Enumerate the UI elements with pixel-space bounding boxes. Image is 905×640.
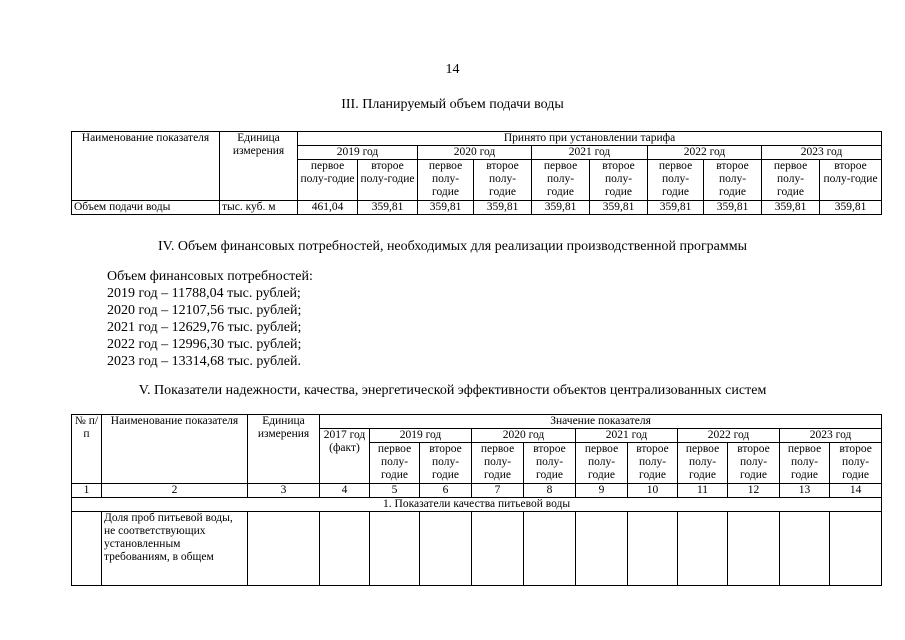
col-number: 8	[524, 484, 576, 498]
half1: первое полу-годие	[576, 443, 628, 484]
header-unit: Единица измерения	[248, 415, 320, 484]
half1: первое полу-годие	[370, 443, 420, 484]
col-number: 11	[678, 484, 728, 498]
header-name: Наименование показателя	[72, 132, 220, 201]
page-number: 14	[445, 62, 460, 77]
col-number: 2	[102, 484, 248, 498]
fin-line: 2023 год – 13314,68 тыс. рублей.	[107, 354, 301, 369]
year-2020: 2020 год	[472, 429, 576, 443]
row-name: Доля проб питьевой воды, не соответствующих установленным требованиям, в общем	[102, 512, 248, 586]
empty-cell	[728, 512, 780, 586]
empty-cell	[576, 512, 628, 586]
half2: второе полу-годие	[474, 160, 532, 201]
value-cell: 461,04	[298, 201, 358, 215]
col-number: 7	[472, 484, 524, 498]
header-name: Наименование показателя	[102, 415, 248, 484]
half2: второе полу-годие	[590, 160, 648, 201]
fin-line: 2019 год – 11788,04 тыс. рублей;	[107, 286, 301, 301]
empty-cell	[420, 512, 472, 586]
row-name: Объем подачи воды	[72, 201, 220, 215]
fin-line: Объем финансовых потребностей:	[107, 269, 313, 284]
empty-cell	[628, 512, 678, 586]
empty-cell	[370, 512, 420, 586]
fin-line: 2020 год – 12107,56 тыс. рублей;	[107, 303, 302, 318]
year-2019: 2019 год	[370, 429, 472, 443]
header-2017: 2017 год (факт)	[320, 429, 370, 484]
value-cell: 359,81	[532, 201, 590, 215]
header-unit: Единица измерения	[220, 132, 298, 201]
year-2021: 2021 год	[532, 146, 648, 160]
empty-cell	[248, 512, 320, 586]
year-2020: 2020 год	[418, 146, 532, 160]
year-2021: 2021 год	[576, 429, 678, 443]
empty-cell	[830, 512, 882, 586]
half2: второе полу-годие	[628, 443, 678, 484]
fin-line: 2021 год – 12629,76 тыс. рублей;	[107, 320, 302, 335]
value-cell: 359,81	[474, 201, 532, 215]
col-number: 10	[628, 484, 678, 498]
section3-title: III. Планируемый объем подачи воды	[341, 97, 564, 112]
half2: второе полу-годие	[524, 443, 576, 484]
half2: второе полу-годие	[704, 160, 762, 201]
supply-volume-table	[71, 131, 882, 215]
col-number: 6	[420, 484, 472, 498]
financial-needs	[107, 268, 313, 370]
value-cell: 359,81	[590, 201, 648, 215]
col-number: 12	[728, 484, 780, 498]
year-2022: 2022 год	[678, 429, 780, 443]
half1: первое полу-годие	[762, 160, 820, 201]
value-cell: 359,81	[704, 201, 762, 215]
header-accepted: Принято при установлении тарифа	[298, 132, 882, 146]
section4-title: IV. Объем финансовых потребностей, необходимых для реализации производственной программы	[157, 239, 748, 254]
half1: первое полу-годие	[298, 160, 358, 201]
col-number: 13	[780, 484, 830, 498]
group-title: 1. Показатели качества питьевой воды	[72, 498, 882, 512]
half1: первое полу-годие	[472, 443, 524, 484]
half1: первое полу-годие	[532, 160, 590, 201]
row-unit: тыс. куб. м	[220, 201, 298, 215]
empty-cell	[780, 512, 830, 586]
year-2023: 2023 год	[762, 146, 882, 160]
half1: первое полу-годие	[648, 160, 704, 201]
year-2023: 2023 год	[780, 429, 882, 443]
year-2022: 2022 год	[648, 146, 762, 160]
half1: первое полу-годие	[780, 443, 830, 484]
col-number: 3	[248, 484, 320, 498]
row-num	[72, 512, 102, 586]
half2: второе полу-годие	[420, 443, 472, 484]
value-cell: 359,81	[762, 201, 820, 215]
half2: второе полу-годие	[820, 160, 882, 201]
col-number: 1	[72, 484, 102, 498]
value-cell: 359,81	[820, 201, 882, 215]
half2: второе полу-годие	[358, 160, 418, 201]
section5-title: V. Показатели надежности, качества, энергетической эффективности объектов централизованных систем	[138, 383, 767, 398]
value-cell: 359,81	[418, 201, 474, 215]
half2: второе полу-годие	[830, 443, 882, 484]
col-number: 4	[320, 484, 370, 498]
empty-cell	[320, 512, 370, 586]
half1: первое полу-годие	[678, 443, 728, 484]
empty-cell	[678, 512, 728, 586]
empty-cell	[472, 512, 524, 586]
value-cell: 359,81	[648, 201, 704, 215]
header-num: № п/п	[72, 415, 102, 484]
col-number: 9	[576, 484, 628, 498]
value-cell: 359,81	[358, 201, 418, 215]
col-number: 14	[830, 484, 882, 498]
col-number: 5	[370, 484, 420, 498]
year-2019: 2019 год	[298, 146, 418, 160]
half2: второе полу-годие	[728, 443, 780, 484]
fin-line: 2022 год – 12996,30 тыс. рублей;	[107, 337, 302, 352]
reliability-table	[71, 414, 882, 586]
half1: первое полу-годие	[418, 160, 474, 201]
header-value: Значение показателя	[320, 415, 882, 429]
empty-cell	[524, 512, 576, 586]
